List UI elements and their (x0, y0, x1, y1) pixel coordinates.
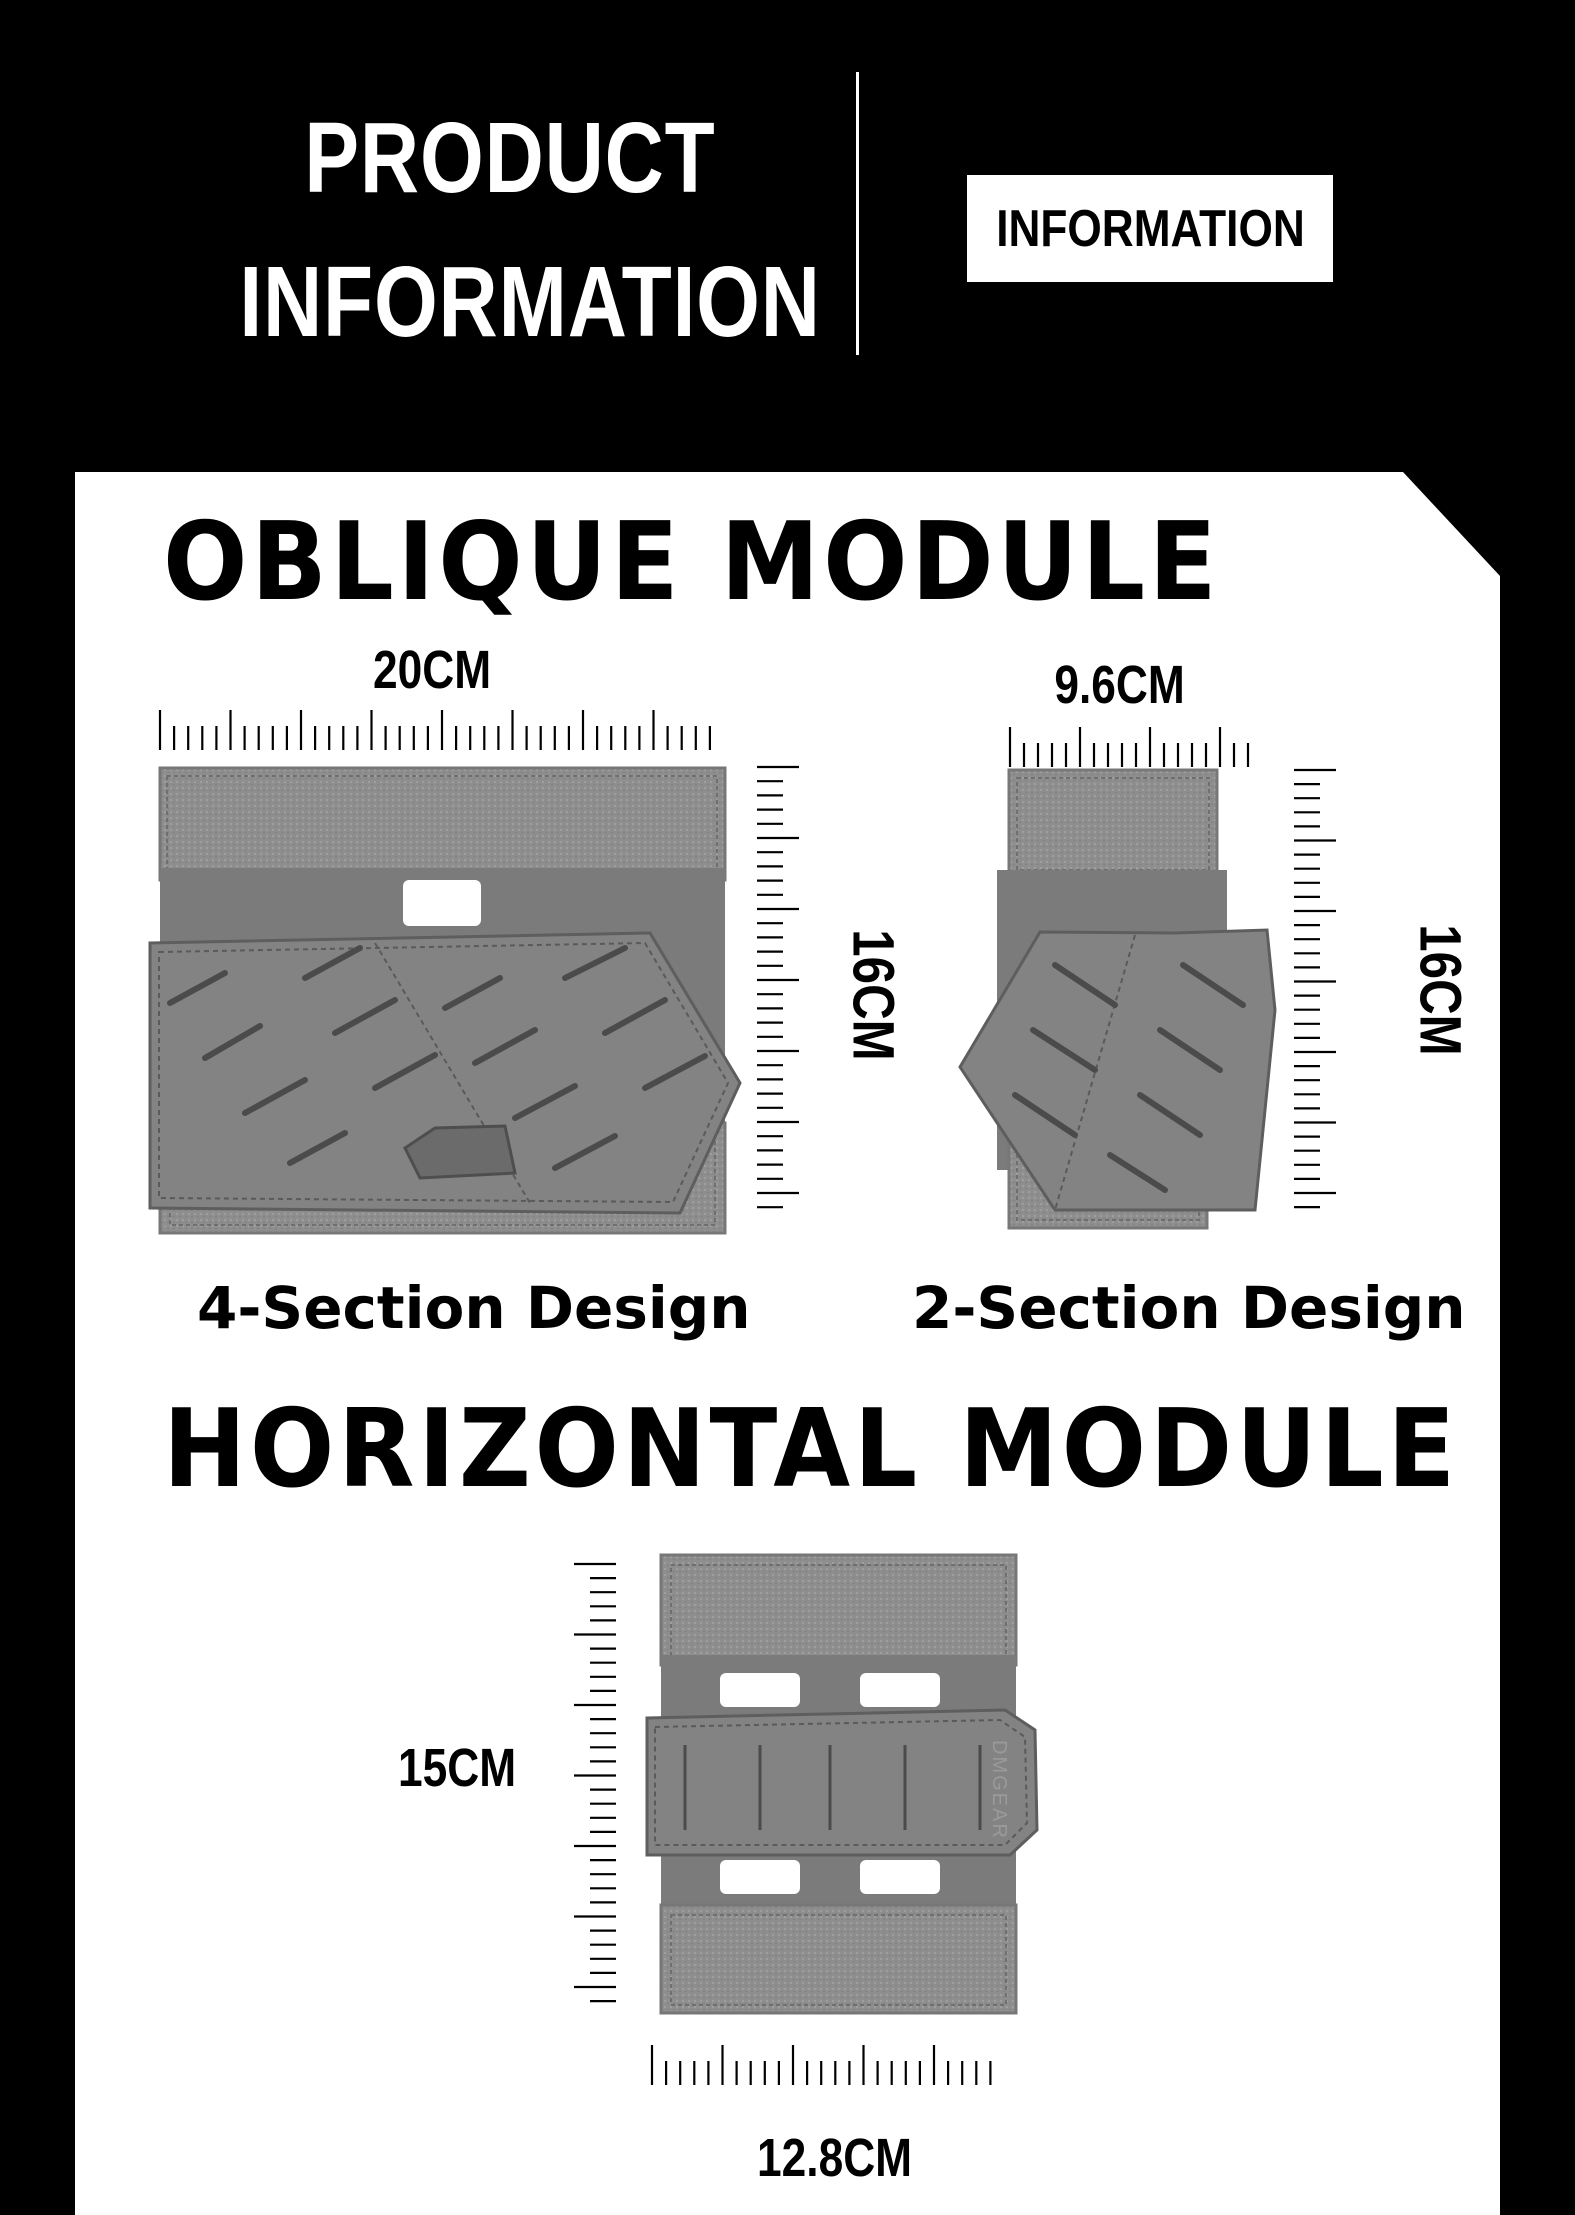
horizontal-width-label: 12.8CM (757, 2128, 913, 2188)
horizontal-height-ruler (568, 1562, 618, 2012)
information-badge-label: INFORMATION (995, 199, 1305, 258)
four-section-height-ruler (755, 765, 805, 1225)
information-badge (967, 175, 1333, 282)
two-section-caption: 2-Section Design (912, 1274, 1466, 1342)
four-section-width-label: 20CM (372, 640, 492, 700)
horizontal-width-ruler (650, 2040, 1005, 2090)
horizontal-module-image (645, 1555, 1045, 2015)
two-section-height-ruler (1292, 768, 1342, 1223)
four-section-caption: 4-Section Design (197, 1274, 751, 1342)
two-section-width-label: 9.6CM (1054, 655, 1185, 715)
header-title-line-1: PRODUCT (304, 102, 716, 214)
header-divider (856, 72, 859, 355)
two-section-height-label: 16CM (1407, 924, 1473, 1056)
oblique-module-title: OBLIQUE MODULE (163, 500, 1221, 625)
brand-mark: DMGEAR (988, 1740, 1010, 1840)
horizontal-module-title: HORIZONTAL MODULE (163, 1387, 1459, 1512)
two-section-width-ruler (1008, 722, 1263, 772)
four-section-width-ruler (158, 705, 728, 755)
two-section-module-image (955, 770, 1275, 1230)
four-section-height-label: 16CM (840, 929, 906, 1061)
header-title-line-2: INFORMATION (239, 246, 821, 358)
horizontal-height-label: 15CM (397, 1738, 517, 1798)
four-section-module-image (145, 768, 745, 1233)
